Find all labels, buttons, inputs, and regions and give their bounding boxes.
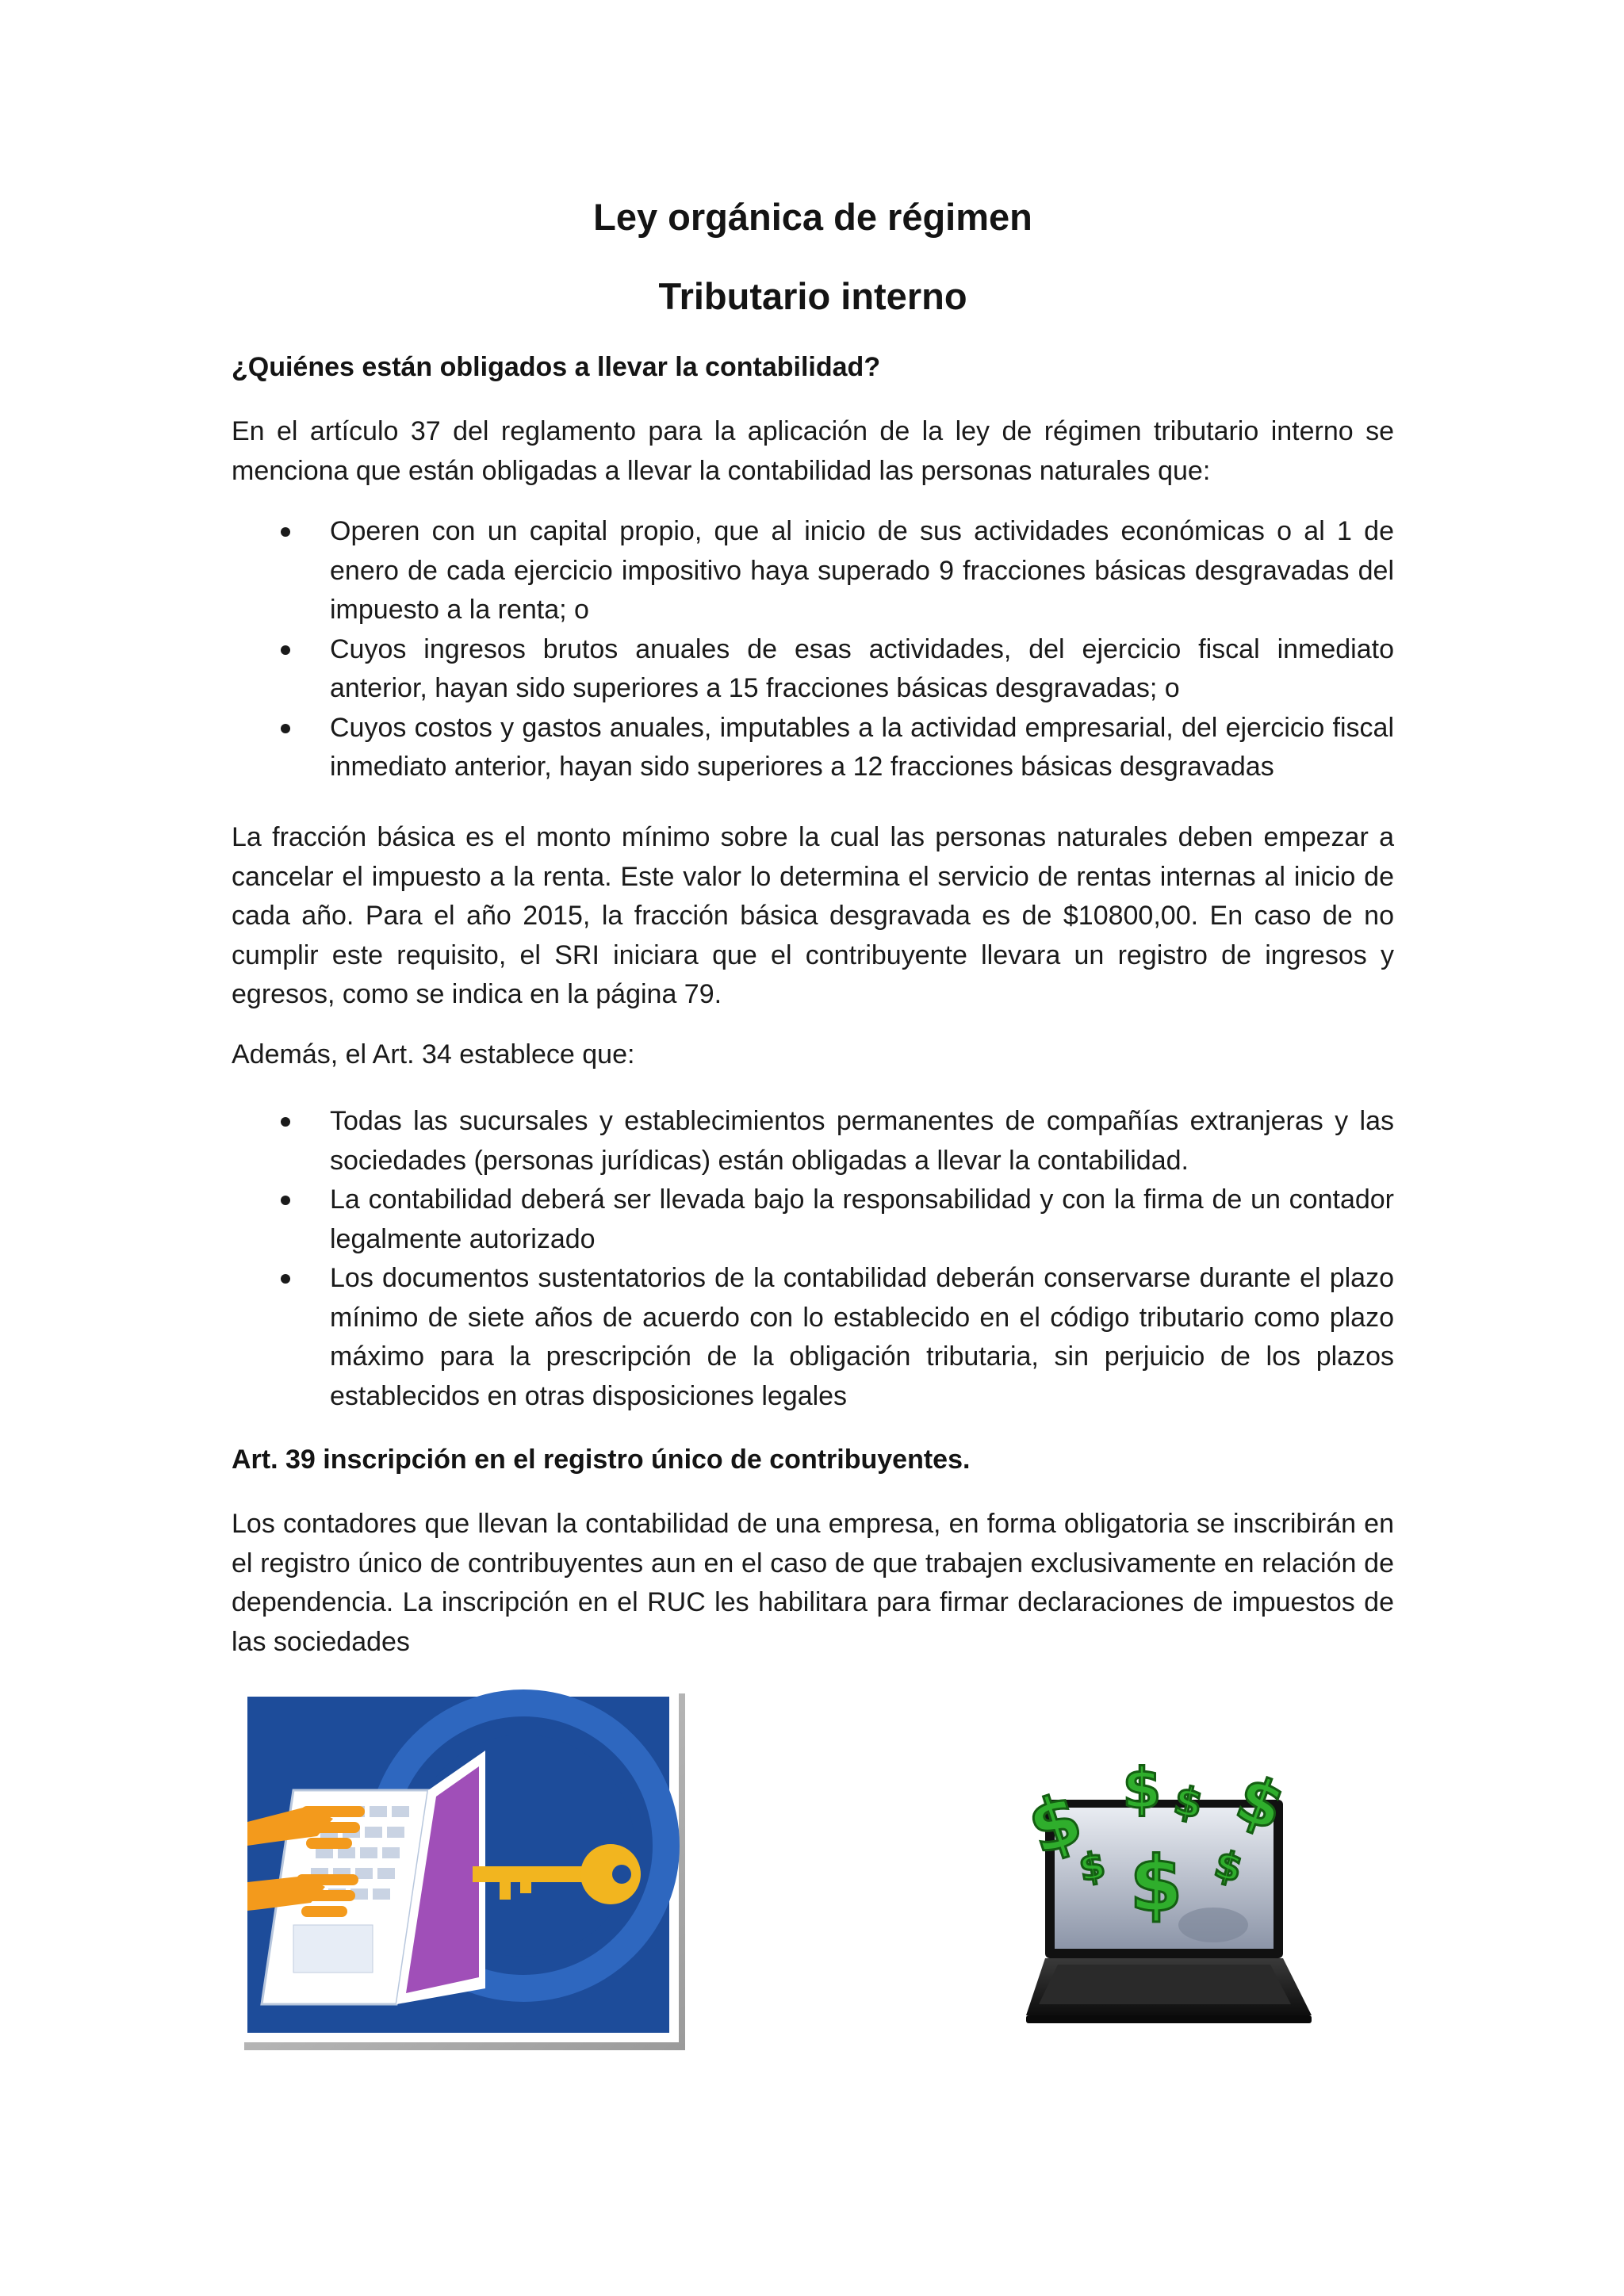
page-title-line-1: Ley orgánica de régimen — [593, 196, 1032, 238]
section-heading-art-39: Art. 39 inscripción en el registro único de contribuyentes. — [232, 1445, 971, 1475]
bullet-icon — [281, 1196, 290, 1205]
list-item: Todas las sucursales y establecimientos permanentes de compañías extranjeras y las sociedades (personas jurídicas) están obligadas a llevar la contabilidad. — [232, 1102, 1394, 1181]
bullet-icon — [281, 1274, 290, 1284]
art-34-intro: Además, el Art. 34 establece que: — [232, 1039, 635, 1070]
obligations-list — [232, 512, 1394, 787]
bullet-icon — [281, 724, 290, 733]
svg-text:$: $ — [1209, 1842, 1247, 1892]
fraccion-basica-paragraph: La fracción básica es el monto mínimo sobre la cual las personas naturales deben empezar a cancelar el impuesto a la renta. Este valor lo determina el servicio de rentas internas al inicio de cada año. Para el año 2015, la fracción básica desgravada es de $10800,00. En caso de no cumplir este requisito, el SRI iniciara que el contribuyente llevara un registro de ingresos y egresos, como se indica en la página 79. — [232, 822, 1394, 1009]
laptop-dollar-icon — [1023, 1752, 1316, 2030]
list-item: Operen con un capital propio, que al inicio de sus actividades económicas o al 1 de enero de cada ejercicio impositivo haya superado 9 fracciones básicas desgravadas del impuesto a la renta; o — [232, 512, 1394, 630]
svg-text:$: $ — [1075, 1843, 1109, 1890]
laptop-dollar-illustration — [1023, 1752, 1316, 2030]
svg-text:$: $ — [1023, 1777, 1092, 1872]
bullet-icon — [281, 1117, 290, 1127]
laptop-key-icon — [238, 1687, 687, 2052]
art-34-list — [232, 1102, 1394, 1416]
list-item: La contabilidad deberá ser llevada bajo la responsabilidad y con la firma de un contador legalmente autorizado — [232, 1181, 1394, 1259]
svg-text:$: $ — [1129, 1840, 1183, 1929]
bullet-icon — [281, 645, 290, 655]
list-item: Los documentos sustentatorios de la contabilidad deberán conservarse durante el plazo mínimo de siete años de acuerdo con lo establecido en el código tributario como plazo máximo para la prescripción de la obligación tributaria, sin perjuicio de los plazos establecidos en otras disposiciones legales — [232, 1259, 1394, 1416]
intro-paragraph: En el artículo 37 del reglamento para la aplicación de la ley de régimen tributario interno se menciona que están obligadas a llevar la contabilidad las personas naturales que: — [232, 416, 1394, 486]
svg-text:$: $ — [1227, 1760, 1294, 1846]
bullet-icon — [281, 527, 290, 537]
section-heading-obligados: ¿Quiénes están obligados a llevar la contabilidad? — [232, 352, 881, 382]
art-39-paragraph: Los contadores que llevan la contabilidad de una empresa, en forma obligatoria se inscribirán en el registro único de contribuyentes aun en el caso de que trabajen exclusivamente en relación de dependencia. La inscripción en el RUC les habilitara para firmar declaraciones de impuestos de las sociedades — [232, 1509, 1394, 1657]
svg-text:$: $ — [1170, 1777, 1207, 1828]
page-title-line-2: Tributario interno — [658, 275, 967, 317]
list-item: Cuyos ingresos brutos anuales de esas actividades, del ejercicio fiscal inmediato anterior, hayan sido superiores a 15 fracciones básicas desgravadas; o — [232, 630, 1394, 709]
laptop-key-illustration — [238, 1687, 687, 2052]
svg-text:$: $ — [1122, 1756, 1162, 1821]
list-item: Cuyos costos y gastos anuales, imputables a la actividad empresarial, del ejercicio fiscal inmediato anterior, hayan sido superiores a 12 fracciones básicas desgravadas — [232, 709, 1394, 787]
